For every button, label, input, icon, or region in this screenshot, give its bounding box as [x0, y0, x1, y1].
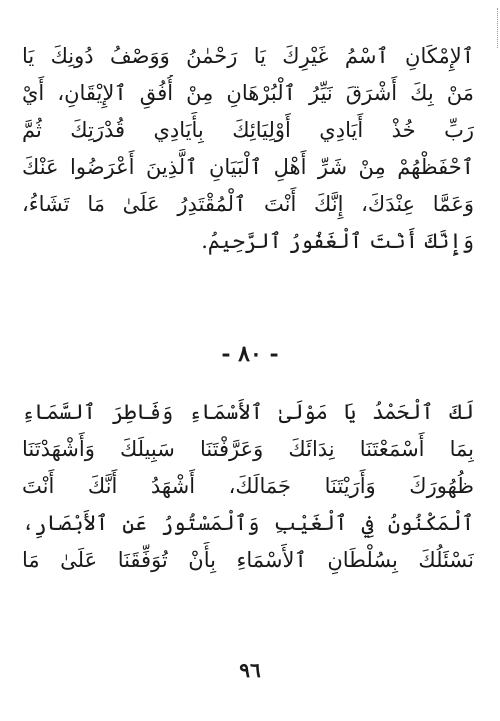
prayer-paragraph-2: [22, 394, 474, 579]
prayer-paragraph-1: [22, 38, 474, 260]
text-line: ٱلْمَكْنُونُ فِي ٱلْغَيْبِ وَٱلْمَسْتُورُ عَنِ ٱلأَبْصَارِ،: [22, 511, 474, 535]
text-line: لَكَ ٱلْحَمْدُ يَا مَوْلَىٰ ٱلأَسْمَاءِ وَفَاطِرَ ٱلسَّمَاءِ: [22, 400, 474, 424]
text-line: ٱلإِمْكَانِ ٱسْمُ غَيْرِكَ يَا رَحْمٰنُ وَوَصْفُ دُونِكَ يَا: [22, 44, 474, 68]
section-number: - ٨٠ -: [221, 341, 279, 367]
text-line: ظُهُورَكَ وَأَرَيْتَنَا جَمَالَكَ، أَشْهَدُ أَنَّكَ أَنْتَ: [22, 474, 474, 498]
page-number: ٩٦: [239, 658, 261, 682]
text-line: وَإِنَّكَ أَنْتَ ٱلْغَفُورُ ٱلرَّحِيمُ.: [201, 229, 474, 253]
text-line: وَعَمَّا عِنْدَكَ، إِنَّكَ أَنْتَ ٱلْمُقْتَدِرُ عَلَىٰ مَا تَشَاءُ،: [22, 192, 474, 216]
text-line: نَسْئَلُكَ بِسُلْطَانِ ٱلأَسْمَاءِ بِأَنْ تُوَفِّقَنَا عَلَىٰ مَا: [22, 548, 474, 572]
text-line: مَنْ بِكَ أَشْرَقَ نَيِّرُ ٱلْبُرْهَانِ مِنْ أُفُقِ ٱلإِيْقَانِ، أَيْ: [22, 81, 474, 105]
text-line: رَبِّ خُذْ أَيَادِي أَوْلِيَائِكَ بِأَيَادِي قُدْرَتِكَ ثُمَّ: [22, 118, 474, 142]
text-line: ٱحْفَظْهُمْ مِنْ شَرِّ أَهْلِ ٱلْبَيَانِ ٱلَّذِينَ أَعْرَضُوا عَنْكَ: [22, 155, 474, 179]
page-edge-mark: [494, 8, 498, 48]
text-line: بِمَا أَسْمَعْتَنَا نِدَائَكَ وَعَرَّفْتَنَا سَبِيلَكَ وَأَشْهَدْتَنَا: [22, 437, 474, 461]
